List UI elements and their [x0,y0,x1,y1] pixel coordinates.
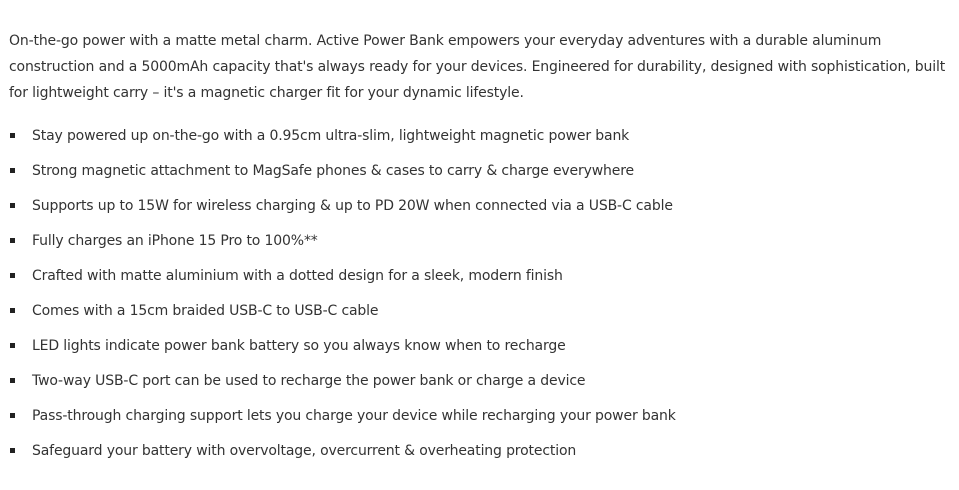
square-bullet-icon [10,308,15,313]
feature-item [9,406,949,441]
feature-text: Strong magnetic attachment to MagSafe phones & cases to carry & charge everywhere [32,163,635,179]
feature-item [9,126,949,161]
feature-text: Supports up to 15W for wireless charging & up to PD 20W when connected via a USB-C cable [32,198,673,214]
product-description [9,28,949,476]
feature-text: Comes with a 15cm braided USB-C to USB-C cable [32,303,379,319]
feature-item [9,161,949,196]
square-bullet-icon [10,238,15,243]
intro-paragraph: On-the-go power with a matte metal charm. Active Power Bank empowers your everyday adventures with a durable aluminum construction and a 5000mAh capacity that's always ready for your devices. Engineered for durability, designed with sophistication, built for lightweight carry – it's a magnetic charger fit for your dynamic lifestyle. [9,33,946,101]
square-bullet-icon [10,413,15,418]
feature-text: Two-way USB-C port can be used to recharge the power bank or charge a device [32,373,586,389]
feature-item [9,231,949,266]
square-bullet-icon [10,133,15,138]
feature-text: Fully charges an iPhone 15 Pro to 100%** [32,233,318,249]
feature-item [9,371,949,406]
feature-text: Pass-through charging support lets you charge your device while recharging your power bank [32,408,676,424]
square-bullet-icon [10,203,15,208]
square-bullet-icon [10,273,15,278]
square-bullet-icon [10,343,15,348]
feature-item [9,196,949,231]
feature-item [9,301,949,336]
feature-text: Crafted with matte aluminium with a dotted design for a sleek, modern finish [32,268,563,284]
feature-text: LED lights indicate power bank battery so you always know when to recharge [32,338,566,354]
square-bullet-icon [10,448,15,453]
feature-list [9,126,949,476]
feature-text: Stay powered up on-the-go with a 0.95cm ultra-slim, lightweight magnetic power bank [32,128,630,144]
feature-item [9,441,949,476]
feature-item [9,336,949,371]
feature-item [9,266,949,301]
feature-text: Safeguard your battery with overvoltage, overcurrent & overheating protection [32,443,577,459]
square-bullet-icon [10,378,15,383]
square-bullet-icon [10,168,15,173]
